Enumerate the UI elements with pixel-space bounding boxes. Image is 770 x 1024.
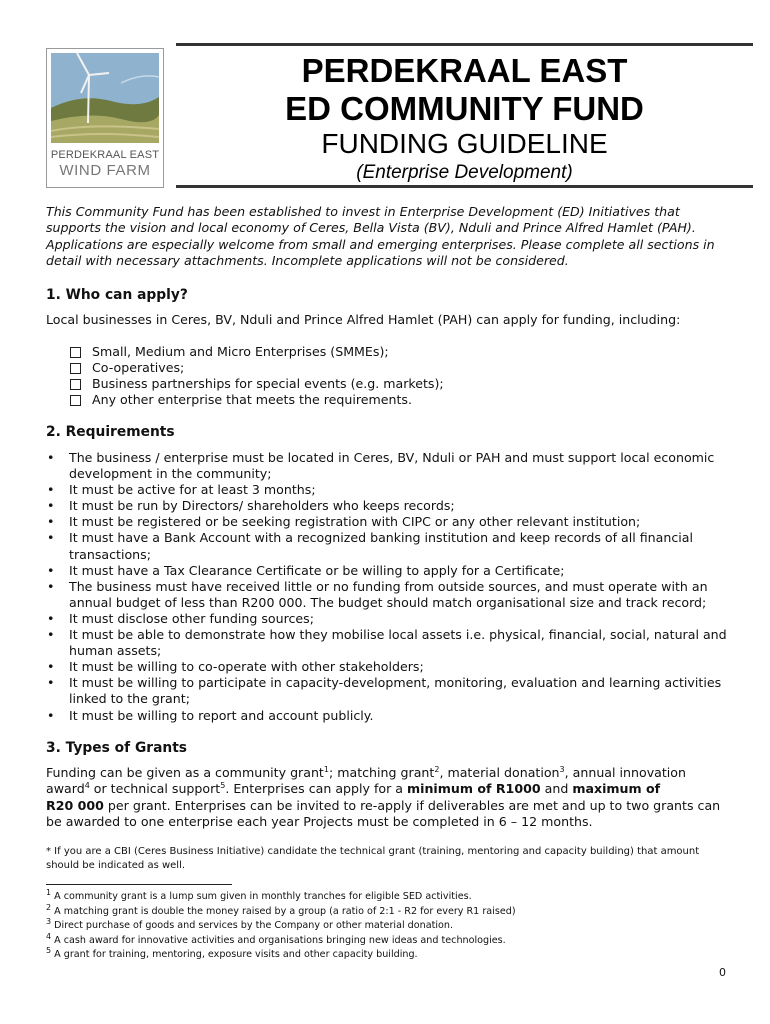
header-bottom-rule [176, 185, 753, 188]
bullet-icon: • [47, 530, 55, 546]
checkbox-icon [70, 347, 81, 358]
page-number: 0 [719, 966, 726, 979]
section3-heading: 3. Types of Grants [46, 740, 188, 756]
maximum-amount: R20 000 [46, 797, 104, 813]
footnote-ref: 4 [84, 781, 90, 791]
bullet-icon: • [47, 659, 55, 675]
list-item: • It must have a Tax Clearance Certificate or be willing to apply for a Certificate; [47, 562, 565, 578]
footnote: $^2$ A matching grant is double the money raised by a group (a ratio of 2:1 - R2 for every R1 raised) [46, 902, 516, 917]
title-line2: ED COMMUNITY FUND [285, 90, 644, 127]
checkbox-icon [70, 363, 81, 374]
bullet-icon: • [47, 627, 55, 643]
logo-text-line2: WIND FARM [59, 162, 151, 179]
minimum-amount: minimum of R1000 [407, 781, 541, 797]
intro-line: Applications are especially welcome from small and emerging enterprises. Please complete all sections in [46, 236, 715, 252]
subtitle: FUNDING GUIDELINE [321, 128, 608, 159]
eligible-list [70, 344, 444, 408]
list-item: Small, Medium and Micro Enterprises (SMMEs); [70, 344, 444, 360]
list-item: • The business / enterprise must be located in Ceres, BV, Nduli or PAH and must support local economic development in the community; [47, 450, 715, 482]
footnote-ref: 1 [323, 764, 329, 774]
maximum-label: maximum of [572, 781, 661, 797]
bullet-icon: • [47, 482, 55, 498]
grants-paragraph [46, 765, 736, 831]
cbi-note [46, 845, 736, 873]
footnote: $^1$ A community grant is a lump sum given in monthly tranches for eligible SED activities. [46, 887, 472, 902]
footnote: $^4$ A cash award for innovative activities and organisations bringing new ideas and technologies. [46, 931, 506, 946]
list-item: • It must be registered or be seeking registration with CIPC or any other relevant institution; [47, 514, 641, 530]
list-item: • It must be willing to co-operate with other stakeholders; [47, 659, 424, 675]
footnote: $^3$ Direct purchase of goods and services by the Company or other material donation. [46, 917, 454, 932]
list-item: • It must be run by Directors/ shareholders who keeps records; [47, 498, 455, 514]
checkbox-icon [70, 395, 81, 406]
section2-heading: 2. Requirements [46, 424, 175, 440]
bullet-icon: • [47, 610, 55, 626]
grants-line: Funding can be given as a community grant$^1$; matching grant$^2$, material donation$^3$, annual innovation [46, 764, 686, 780]
list-item: • It must disclose other funding sources; [47, 610, 314, 626]
sub-subtitle: (Enterprise Development) [356, 162, 573, 183]
grants-line: award$^4$ or technical support$^5$. Enterprises can apply for a minimum of R1000 and maximum of [46, 781, 661, 797]
wind-farm-logo [46, 48, 164, 188]
footnote-separator [46, 884, 232, 885]
note-line: * If you are a CBI (Ceres Business Initiative) candidate the technical grant (training, mentoring and capacity building) that amount [46, 846, 700, 857]
note-line: should be indicated as well. [46, 860, 186, 871]
bullet-icon: • [47, 514, 55, 530]
header-top-rule [176, 43, 753, 46]
intro-paragraph [46, 204, 726, 269]
list-item: • The business must have received little or no funding from outside sources, and must operate with an annual budget of less than R200 000. The budget should match organisational size and track record; [47, 578, 708, 610]
footnote-ref: 3 [559, 764, 565, 774]
checkbox-icon [70, 379, 81, 390]
wind-turbine-landscape-icon [51, 53, 159, 143]
list-item: Any other enterprise that meets the requirements. [70, 392, 444, 408]
section1-paragraph: Local businesses in Ceres, BV, Nduli and Prince Alfred Hamlet (PAH) can apply for funding, including: [46, 312, 681, 327]
list-item: Business partnerships for special events (e.g. markets); [70, 376, 444, 392]
footnote-ref: 5 [220, 781, 226, 791]
footnotes-list [46, 887, 516, 963]
footnote: $^5$ A grant for training, mentoring, exposure visits and other capacity building. [46, 946, 418, 961]
footnote-ref: 2 [434, 764, 440, 774]
title-line1: PERDEKRAAL EAST [301, 52, 628, 89]
list-item: • It must be able to demonstrate how they mobilise local assets i.e. physical, financial, social, natural and human assets; [47, 627, 727, 659]
list-item: • It must have a Bank Account with a recognized banking institution and keep records of all financial transactions; [47, 530, 693, 562]
grants-line: be awarded to one enterprise each year Projects must be completed in 6 – 12 months. [46, 814, 593, 830]
list-item: • It must be willing to report and account publicly. [47, 707, 374, 723]
list-item: • It must be willing to participate in capacity-development, monitoring, evaluation and learning activities linked to the grant; [47, 675, 722, 707]
grants-line: R20 000 per grant. Enterprises can be invited to re-apply if deliverables are met and up to two grants can [46, 797, 721, 813]
bullet-icon: • [47, 707, 55, 723]
bullet-icon: • [47, 675, 55, 691]
list-item: • It must be active for at least 3 months; [47, 482, 316, 498]
bullet-icon: • [47, 498, 55, 514]
bullet-icon: • [47, 578, 55, 594]
requirements-list [46, 450, 736, 724]
bullet-icon: • [47, 562, 55, 578]
section1-heading: 1. Who can apply? [46, 287, 188, 303]
intro-line: This Community Fund has been established to invest in Enterprise Development (ED) Initiatives that [46, 204, 680, 219]
list-item: Co-operatives; [70, 360, 444, 376]
intro-line: supports the vision and local economy of Ceres, Bella Vista (BV), Nduli and Prince Alfred Hamlet (PAH). [46, 220, 696, 236]
bullet-icon: • [47, 450, 55, 465]
logo-text-line1: PERDEKRAAL EAST [50, 149, 160, 161]
intro-line: detail with necessary attachments. Incomplete applications will not be considered. [46, 252, 569, 268]
